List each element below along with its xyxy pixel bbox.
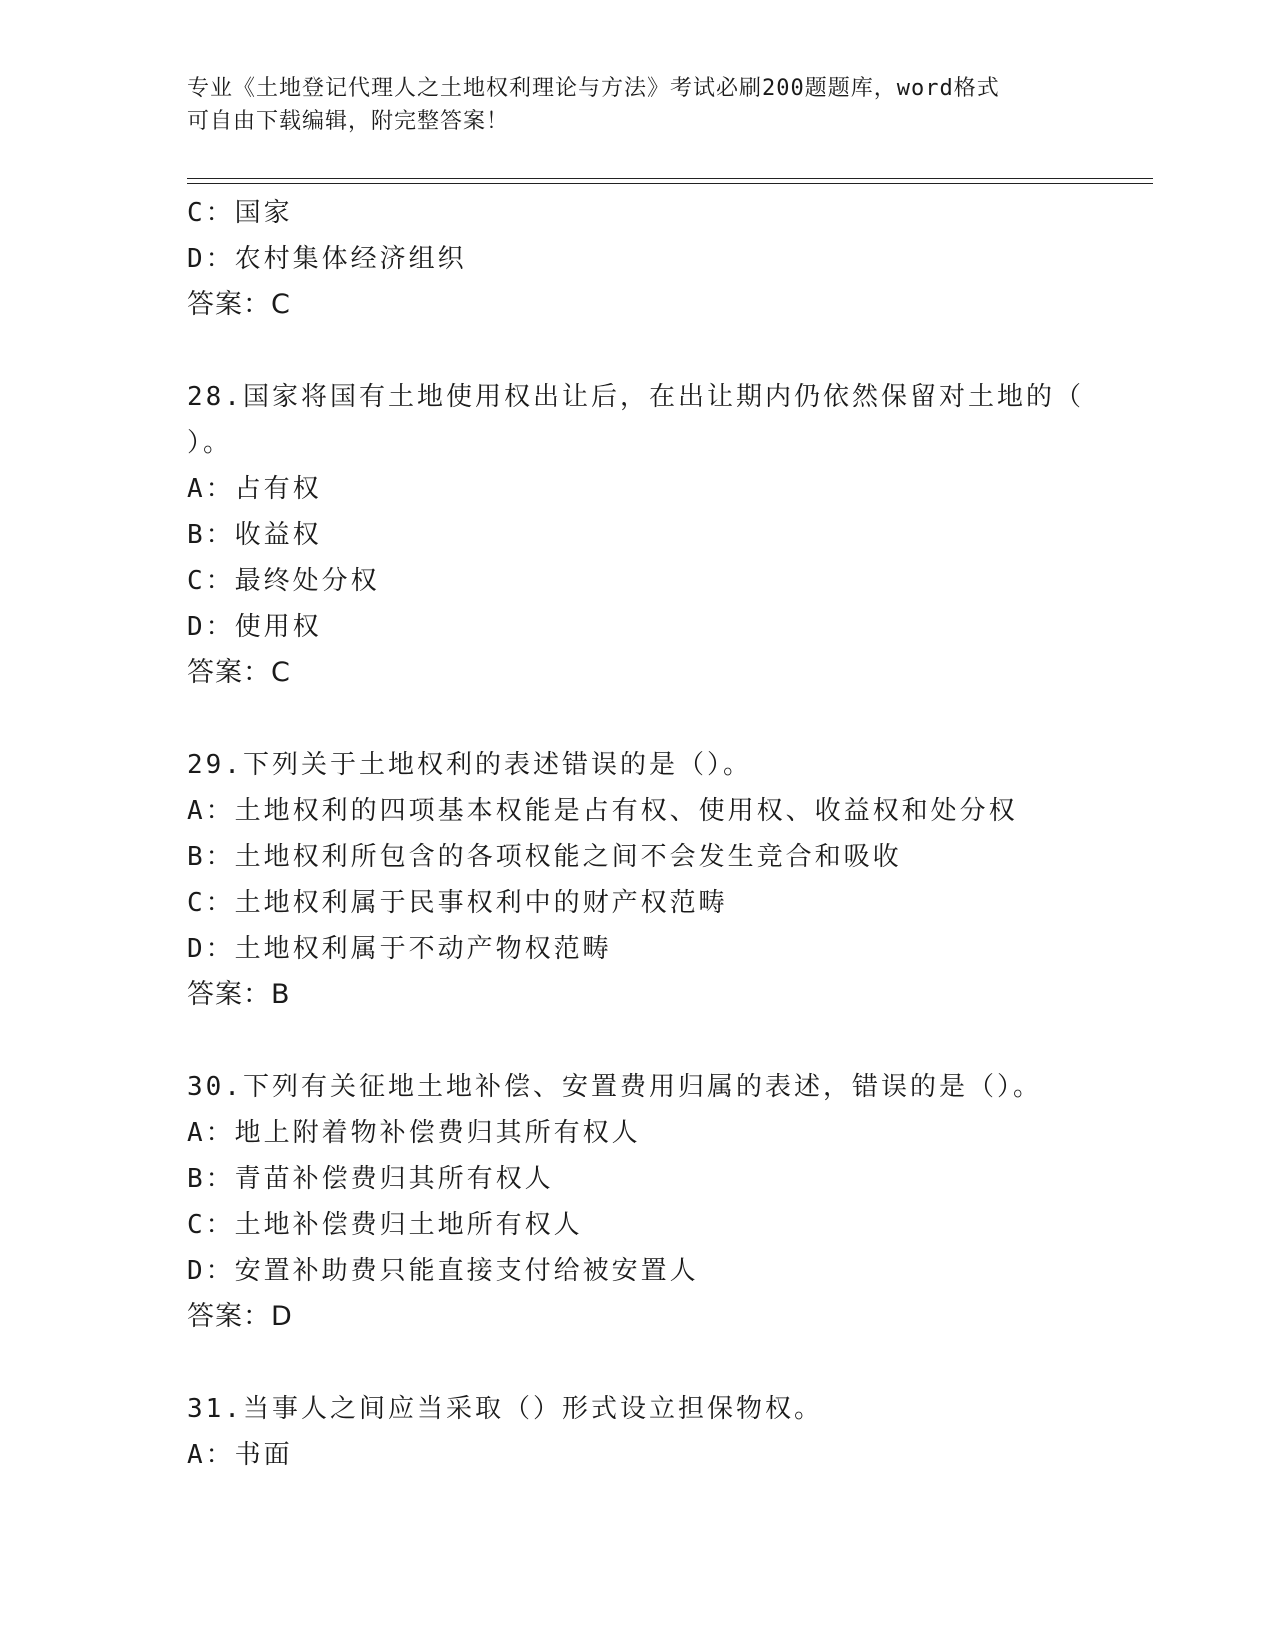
option-a: A：土地权利的四项基本权能是占有权、使用权、收益权和处分权 [187, 796, 1018, 826]
option-b: B：收益权 [187, 520, 322, 550]
question-stem-continued: ）。 [187, 428, 233, 458]
header-line-1: 专业《土地登记代理人之土地权利理论与方法》考试必刷200题题库，word格式 [187, 76, 1000, 101]
option-d: D：土地权利属于不动产物权范畴 [187, 934, 612, 964]
spacer [187, 696, 1087, 742]
question-stem: 30.下列有关征地土地补偿、安置费用归属的表述，错误的是（）。 [187, 1072, 1042, 1102]
option-d: D：安置补助费只能直接支付给被安置人 [187, 1256, 699, 1286]
option-c: C：最终处分权 [187, 566, 380, 596]
spacer [187, 1018, 1087, 1064]
question-stem: 28.国家将国有土地使用权出让后，在出让期内仍依然保留对土地的（ [187, 382, 1084, 412]
question-stem: 29.下列关于土地权利的表述错误的是（）。 [187, 750, 752, 780]
header-line-2: 可自由下载编辑，附完整答案！ [187, 109, 510, 134]
option-d: D：农村集体经济组织 [187, 244, 467, 274]
option-c: C：国家 [187, 198, 293, 228]
answer: 答案：C [187, 657, 291, 688]
option-a: A：地上附着物补偿费归其所有权人 [187, 1118, 641, 1148]
answer: 答案：B [187, 979, 291, 1010]
option-c: C：土地权利属于民事权利中的财产权范畴 [187, 888, 728, 918]
option-c: C：土地补偿费归土地所有权人 [187, 1210, 583, 1240]
question-stem: 31.当事人之间应当采取（）形式设立担保物权。 [187, 1394, 823, 1424]
option-b: B：土地权利所包含的各项权能之间不会发生竞合和吸收 [187, 842, 902, 872]
option-d: D：使用权 [187, 612, 322, 642]
question-continued [187, 190, 1087, 328]
header-divider-top [187, 178, 1153, 179]
option-a: A：占有权 [187, 474, 322, 504]
answer: 答案：D [187, 1301, 293, 1332]
question-28 [187, 374, 1087, 696]
spacer [187, 1340, 1087, 1386]
page-header [187, 72, 1087, 138]
spacer [187, 328, 1087, 374]
question-29 [187, 742, 1087, 1018]
header-divider-bottom [187, 183, 1153, 184]
option-b: B：青苗补偿费归其所有权人 [187, 1164, 554, 1194]
question-30 [187, 1064, 1087, 1340]
answer: 答案：C [187, 289, 291, 320]
question-list [187, 190, 1087, 1478]
question-31 [187, 1386, 1087, 1478]
option-a: A：书面 [187, 1440, 293, 1470]
